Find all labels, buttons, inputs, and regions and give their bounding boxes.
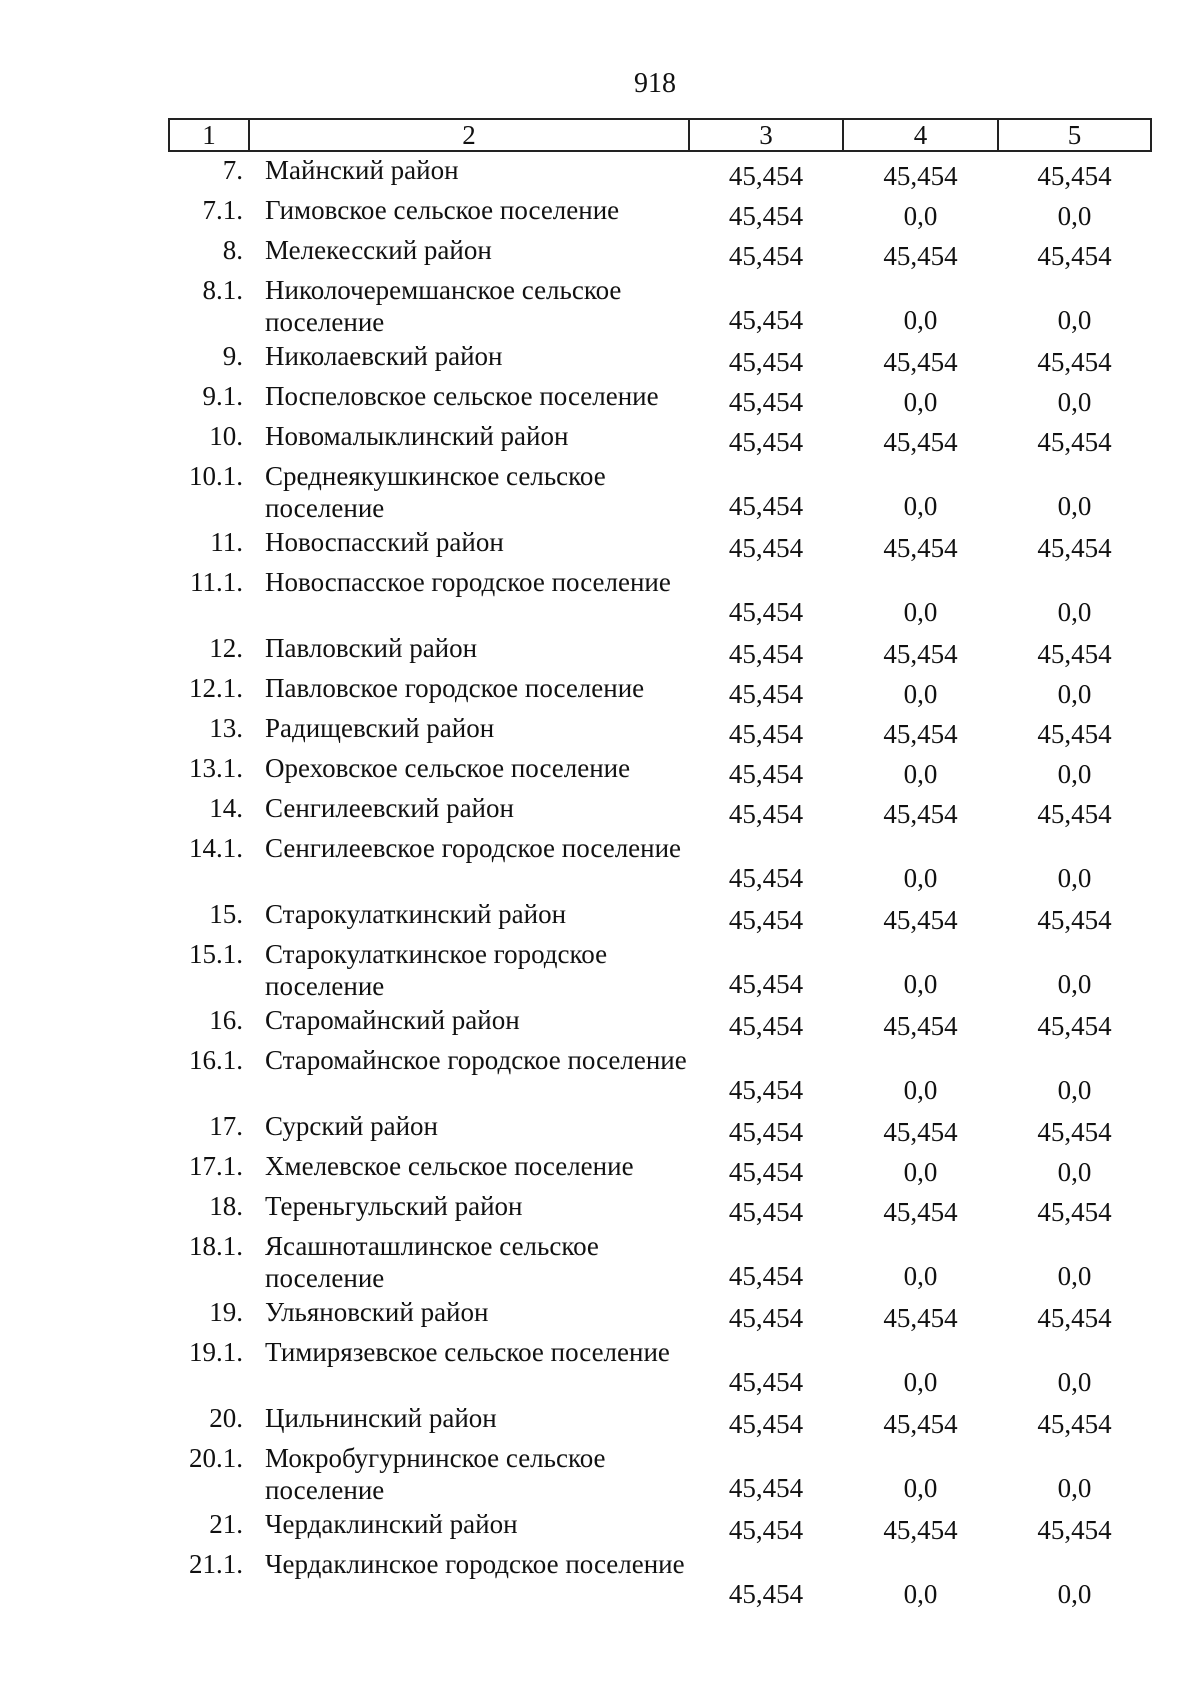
value-col-5: 0,0 <box>1057 597 1092 627</box>
row-number: 12.1. <box>189 673 243 703</box>
value-col-5: 0,0 <box>1057 201 1092 231</box>
value-col-3: 45,454 <box>728 719 804 749</box>
row-number: 18.1. <box>189 1231 243 1261</box>
row-name: Мокробугурнинское сельское поселение <box>265 1443 606 1505</box>
value-col-4: 0,0 <box>903 863 938 893</box>
row-number: 15. <box>209 899 243 929</box>
row-name: Старокулаткинский район <box>265 899 567 929</box>
value-col-4: 0,0 <box>903 1473 938 1503</box>
row-number: 17.1. <box>189 1151 243 1181</box>
value-col-5: 45,454 <box>1037 533 1112 563</box>
value-col-4: 45,454 <box>883 1303 958 1333</box>
table-row <box>169 750 1151 790</box>
table-row <box>169 418 1151 458</box>
value-col-5: 0,0 <box>1057 863 1092 893</box>
value-col-3: 45,454 <box>728 863 804 893</box>
value-col-4: 45,454 <box>883 347 958 377</box>
row-name: Павловский район <box>265 633 478 663</box>
value-col-3: 45,454 <box>728 679 804 709</box>
row-name: Мелекесский район <box>265 235 492 265</box>
row-name: Радищевский район <box>265 713 495 743</box>
value-col-4: 0,0 <box>903 1157 938 1187</box>
value-col-4: 0,0 <box>903 1075 938 1105</box>
table-row <box>169 790 1151 830</box>
table-row <box>169 830 1151 896</box>
row-name: Тереньгульский район <box>265 1191 523 1221</box>
row-name: Ульяновский район <box>265 1297 489 1327</box>
row-number: 8.1. <box>202 275 243 305</box>
table-row <box>169 1506 1151 1546</box>
row-number: 10. <box>209 421 243 451</box>
row-number: 18. <box>209 1191 243 1221</box>
row-name: Новоспасское городское поселение <box>265 567 671 597</box>
row-number: 14. <box>209 793 243 823</box>
value-col-3: 45,454 <box>728 347 804 377</box>
row-number: 7.1. <box>202 195 243 225</box>
value-col-3: 45,454 <box>728 905 804 935</box>
value-col-4: 0,0 <box>903 305 938 335</box>
header-cell-3: 3 <box>689 119 843 151</box>
value-col-5: 45,454 <box>1037 1515 1112 1545</box>
row-name: Ореховское сельское поселение <box>265 753 631 783</box>
value-col-4: 0,0 <box>903 1367 938 1397</box>
row-name: Павловское городское поселение <box>265 673 645 703</box>
value-col-3: 45,454 <box>728 1473 804 1503</box>
value-col-5: 45,454 <box>1037 1117 1112 1147</box>
value-col-4: 0,0 <box>903 759 938 789</box>
table-row <box>169 936 1151 1002</box>
table-row <box>169 1002 1151 1042</box>
value-col-3: 45,454 <box>728 533 804 563</box>
table-row <box>169 564 1151 630</box>
value-col-3: 45,454 <box>728 1011 804 1041</box>
value-col-4: 0,0 <box>903 597 938 627</box>
table-row <box>169 896 1151 936</box>
table-row <box>169 151 1151 192</box>
header-cell-2: 2 <box>249 119 689 151</box>
value-col-3: 45,454 <box>728 799 804 829</box>
value-col-4: 0,0 <box>903 679 938 709</box>
value-col-4: 45,454 <box>883 799 958 829</box>
table-row <box>169 1546 1151 1612</box>
value-col-4: 45,454 <box>883 639 958 669</box>
value-col-3: 45,454 <box>728 1303 804 1333</box>
value-col-3: 45,454 <box>728 597 804 627</box>
value-col-5: 45,454 <box>1037 639 1112 669</box>
row-name: Среднеякушкинское сельское поселение <box>265 461 606 523</box>
row-number: 11. <box>210 527 243 557</box>
value-col-5: 45,454 <box>1037 427 1112 457</box>
row-number: 19. <box>209 1297 243 1327</box>
value-col-4: 0,0 <box>903 491 938 521</box>
table-row <box>169 524 1151 564</box>
row-name: Новоспасский район <box>265 527 504 557</box>
header-cell-1: 1 <box>169 119 249 151</box>
value-col-3: 45,454 <box>728 639 804 669</box>
value-col-3: 45,454 <box>728 161 804 191</box>
row-number: 19.1. <box>189 1337 243 1367</box>
table-header <box>169 119 1151 151</box>
value-col-4: 45,454 <box>883 719 958 749</box>
value-col-5: 45,454 <box>1037 241 1112 271</box>
header-cell-4: 4 <box>843 119 998 151</box>
value-col-4: 0,0 <box>903 1579 938 1609</box>
value-col-4: 45,454 <box>883 905 958 935</box>
value-col-5: 0,0 <box>1057 1579 1092 1609</box>
row-number: 12. <box>209 633 243 663</box>
value-col-3: 45,454 <box>728 1157 804 1187</box>
row-number: 11.1. <box>190 567 243 597</box>
value-col-3: 45,454 <box>728 201 804 231</box>
value-col-5: 0,0 <box>1057 305 1092 335</box>
row-number: 21.1. <box>189 1549 243 1579</box>
value-col-5: 45,454 <box>1037 799 1112 829</box>
value-col-4: 0,0 <box>903 201 938 231</box>
value-col-3: 45,454 <box>728 241 804 271</box>
row-number: 13. <box>209 713 243 743</box>
table-row <box>169 378 1151 418</box>
value-col-4: 0,0 <box>903 1261 938 1291</box>
table-row <box>169 272 1151 338</box>
value-col-4: 45,454 <box>883 1117 958 1147</box>
row-name: Поспеловское сельское поселение <box>265 381 659 411</box>
value-col-3: 45,454 <box>728 305 804 335</box>
row-number: 20. <box>209 1403 243 1433</box>
header-cell-5: 5 <box>998 119 1151 151</box>
value-col-3: 45,454 <box>728 759 804 789</box>
table-row <box>169 1334 1151 1400</box>
value-col-5: 0,0 <box>1057 1261 1092 1291</box>
row-name: Старомайнский район <box>265 1005 520 1035</box>
row-number: 14.1. <box>189 833 243 863</box>
value-col-3: 45,454 <box>728 427 804 457</box>
table-row <box>169 1294 1151 1334</box>
header-row <box>169 119 1151 151</box>
row-number: 21. <box>209 1509 243 1539</box>
row-name: Чердаклинское городское поселение <box>265 1549 685 1579</box>
table-row <box>169 1228 1151 1294</box>
value-col-3: 45,454 <box>728 1579 804 1609</box>
value-col-5: 0,0 <box>1057 759 1092 789</box>
value-col-4: 45,454 <box>883 1011 958 1041</box>
row-name: Николаевский район <box>265 341 503 371</box>
value-col-4: 45,454 <box>883 1409 958 1439</box>
row-name: Хмелевское сельское поселение <box>265 1151 634 1181</box>
table-row <box>169 1440 1151 1506</box>
value-col-5: 0,0 <box>1057 679 1092 709</box>
row-name: Гимовское сельское поселение <box>265 195 620 225</box>
row-number: 13.1. <box>189 753 243 783</box>
row-name: Николочеремшанское сельское поселение <box>265 275 622 337</box>
row-number: 20.1. <box>189 1443 243 1473</box>
value-col-3: 45,454 <box>728 1197 804 1227</box>
row-number: 9.1. <box>202 381 243 411</box>
row-name: Чердаклинский район <box>265 1509 518 1539</box>
table-row <box>169 192 1151 232</box>
row-name: Цильнинский район <box>265 1403 497 1433</box>
value-col-4: 45,454 <box>883 533 958 563</box>
row-name: Сенгилеевское городское поселение <box>265 833 682 863</box>
table-row <box>169 338 1151 378</box>
data-table <box>168 118 1152 1612</box>
row-name: Старомайнское городское поселение <box>265 1045 687 1075</box>
value-col-5: 45,454 <box>1037 1011 1112 1041</box>
value-col-5: 45,454 <box>1037 1197 1112 1227</box>
table-row <box>169 1148 1151 1188</box>
table-row <box>169 232 1151 272</box>
table-row <box>169 1400 1151 1440</box>
row-number: 10.1. <box>189 461 243 491</box>
value-col-3: 45,454 <box>728 491 804 521</box>
page-number: 918 <box>634 68 676 99</box>
value-col-4: 0,0 <box>903 969 938 999</box>
row-number: 16.1. <box>189 1045 243 1075</box>
table-row <box>169 1042 1151 1108</box>
value-col-4: 45,454 <box>883 1515 958 1545</box>
value-col-5: 45,454 <box>1037 905 1112 935</box>
value-col-3: 45,454 <box>728 1261 804 1291</box>
row-name: Сурский район <box>265 1111 438 1141</box>
value-col-3: 45,454 <box>728 1515 804 1545</box>
value-col-5: 45,454 <box>1037 719 1112 749</box>
value-col-5: 45,454 <box>1037 1303 1112 1333</box>
value-col-3: 45,454 <box>728 1117 804 1147</box>
table-row <box>169 1188 1151 1228</box>
value-col-3: 45,454 <box>728 969 804 999</box>
value-col-3: 45,454 <box>728 1409 804 1439</box>
value-col-5: 0,0 <box>1057 1075 1092 1105</box>
row-name: Сенгилеевский район <box>265 793 514 823</box>
table-body <box>169 151 1151 1612</box>
value-col-5: 45,454 <box>1037 161 1112 191</box>
value-col-4: 45,454 <box>883 161 958 191</box>
row-name: Тимирязевское сельское поселение <box>265 1337 670 1367</box>
value-col-4: 0,0 <box>903 387 938 417</box>
value-col-5: 45,454 <box>1037 347 1112 377</box>
row-number: 15.1. <box>189 939 243 969</box>
row-number: 9. <box>222 341 243 371</box>
value-col-4: 45,454 <box>883 1197 958 1227</box>
table-row <box>169 670 1151 710</box>
value-col-4: 45,454 <box>883 427 958 457</box>
value-col-5: 0,0 <box>1057 1473 1092 1503</box>
row-name: Ясашноташлинское сельское поселение <box>265 1231 599 1293</box>
row-number: 8. <box>222 235 243 265</box>
value-col-3: 45,454 <box>728 1367 804 1397</box>
row-number: 7. <box>222 155 243 185</box>
table-row <box>169 630 1151 670</box>
table-row <box>169 710 1151 750</box>
row-number: 17. <box>209 1111 243 1141</box>
row-name: Старокулаткинское городское поселение <box>265 939 608 1001</box>
value-col-5: 0,0 <box>1057 387 1092 417</box>
row-name: Майнский район <box>265 155 459 185</box>
value-col-5: 0,0 <box>1057 969 1092 999</box>
row-name: Новомалыклинский район <box>265 421 569 451</box>
value-col-4: 45,454 <box>883 241 958 271</box>
row-number: 16. <box>209 1005 243 1035</box>
table-row <box>169 1108 1151 1148</box>
value-col-5: 45,454 <box>1037 1409 1112 1439</box>
value-col-5: 0,0 <box>1057 491 1092 521</box>
value-col-3: 45,454 <box>728 1075 804 1105</box>
value-col-3: 45,454 <box>728 387 804 417</box>
value-col-5: 0,0 <box>1057 1157 1092 1187</box>
table-row <box>169 458 1151 524</box>
value-col-5: 0,0 <box>1057 1367 1092 1397</box>
